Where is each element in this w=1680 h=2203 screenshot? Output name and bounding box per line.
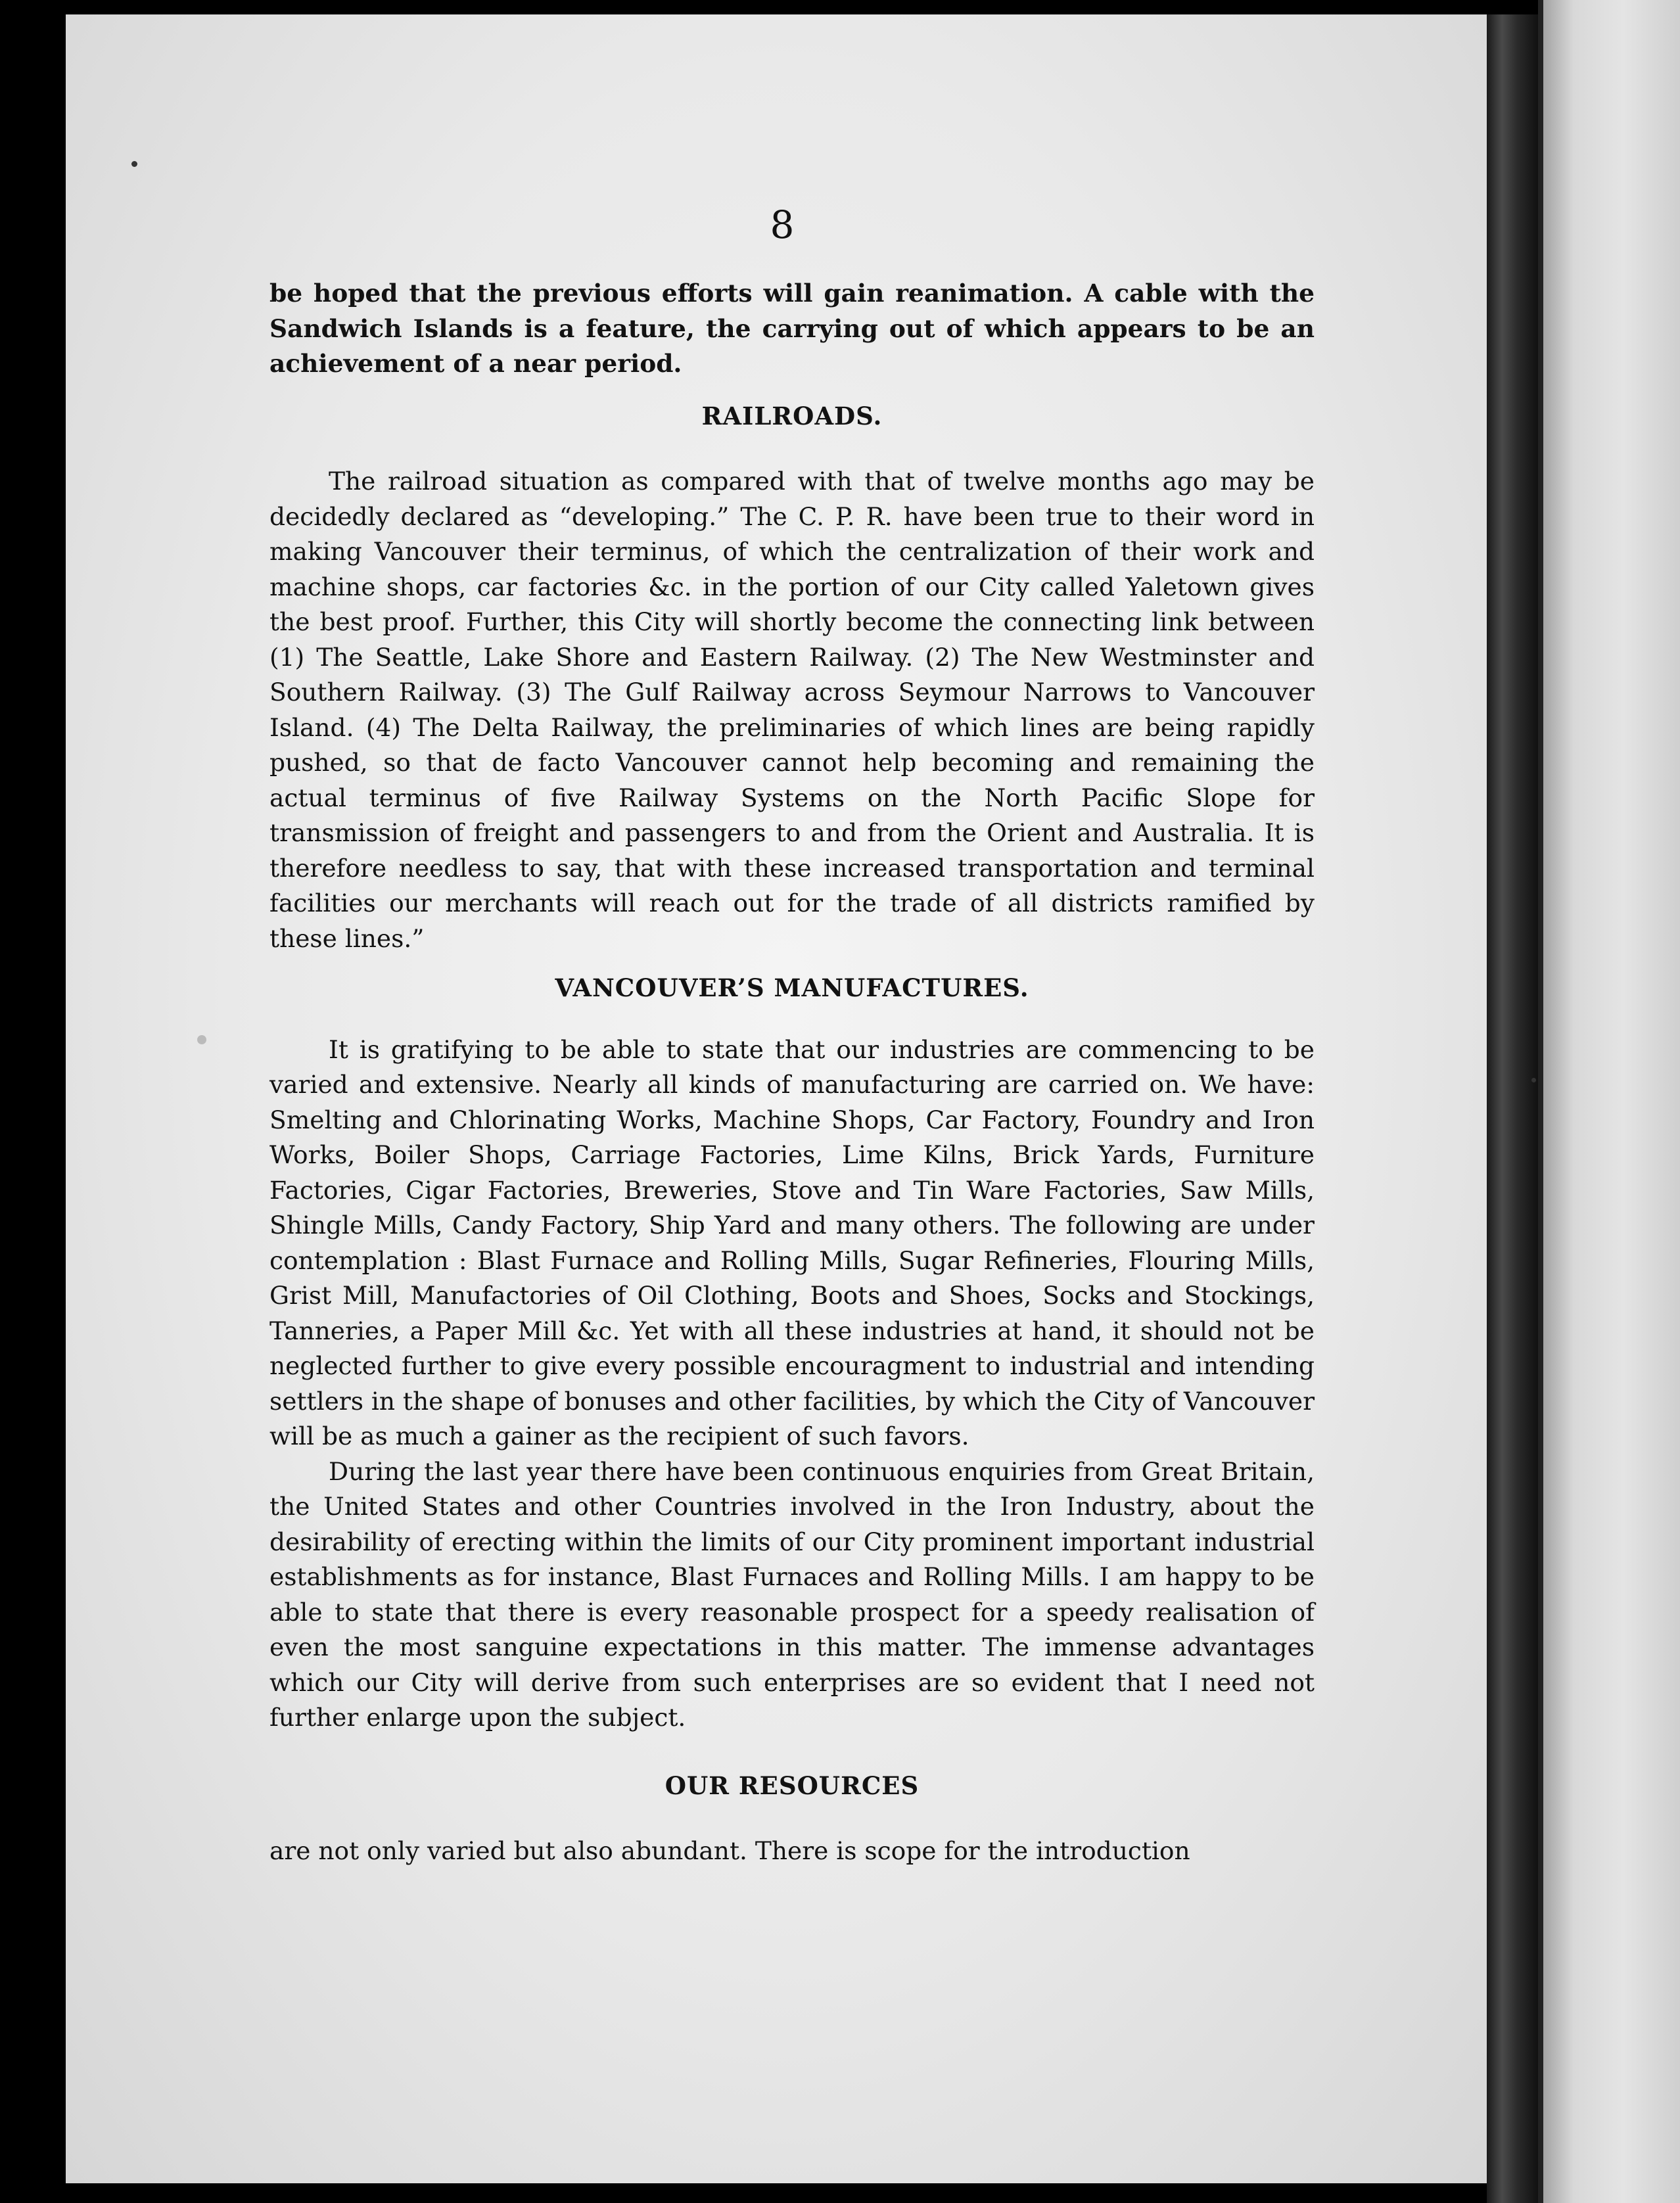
manufactures-heading: VANCOUVER’S MANUFACTURES. [555,973,1029,1002]
manufactures-paragraph-1: It is gratifying to be able to state that our industries are commencing to be varied and extensive. Nearly all kinds of manufacturing are carried on. We have: Smelting and Chlorinating Works, Machine Shops, Car Factory, Foundry and Iron Works, Boiler Shops, Carriage Factories, Lime Kilns, Brick Yards, Furniture Factories, Cigar Factories, Breweries, Stove and Tin Ware Factories, Saw Mills, Shingle Mills, Candy Factory, Ship Yard and many others. The following are under contemplation : Blast Furnace and Rolling Mills, Sugar Refineries, Flouring Mills, Grist Mill, Manufactories of Oil Clothing, Boots and Shoes, Socks and Stockings, Tanneries, a Paper Mill &c. Yet with all these industries at hand, it should not be neglected further to give every possible encouragment to industrial and intending settlers in the shape of bonuses and other facilities, by which the City of Vancouver will be as much a gainer as the recipient of such favors. [269,1034,1315,1450]
adjacent-page-edge [1538,0,1680,2203]
railroads-heading: RAILROADS. [701,401,883,430]
resources-paragraph: are not only varied but also abundant. There is scope for the introduction [269,1836,1190,1865]
resources-heading: OUR RESOURCES [665,1771,920,1800]
scan-speck [1531,1078,1536,1082]
railroads-paragraph: The railroad situation as compared with that of twelve months ago may be decidedly declared as “developing.” The C. P. R. have been true to their word in making Vancouver their terminus, of which the centralization of their work and machine shops, car factories &c. in the portion of our City called Yaletown gives the best proof. Further, this City will shortly become the connecting link between (1) The Seattle, Lake Shore and Eastern Railway. (2) The New Westminster and Southern Railway. (3) The Gulf Railway across Seymour Narrows to Vancouver Island. (4) The Delta Railway, the preliminaries of which lines are being rapidly pushed, so that de facto Vancouver cannot help becoming and remaining the actual terminus of five Railway Systems on the North Pacific Slope for transmission of freight and passengers to and from the Orient and Australia. It is therefore needless to say, that with these increased transportation and terminal facilities our merchants will reach out for the trade of all districts ramified by these lines.” [269,467,1315,953]
page-gutter-line [1538,0,1543,2203]
document-body [269,276,1315,1869]
scan-speck [197,1035,206,1044]
book-spine-shadow [1487,14,1538,2203]
page-number: 8 [770,202,795,247]
scan-speck [131,161,137,167]
manufactures-paragraph-2: During the last year there have been continuous enquiries from Great Britain, the United States and other Countries involved in the Iron Industry, about the desirability of erecting within the limits of our City prominent important industrial establishments as for instance, Blast Furnaces and Rolling Mills. I am happy to be able to state that there is every reasonable prospect for a speedy realisation of even the most sanguine expectations in this matter. The immense advantages which our City will derive from such enterprises are so evident that I need not further enlarge upon the subject. [269,1456,1315,1732]
intro-paragraph: be hoped that the previous efforts will gain reanimation. A cable with the Sandwich Islands is a feature, the carrying out of which appears to be an achievement of a near period. [269,279,1315,378]
